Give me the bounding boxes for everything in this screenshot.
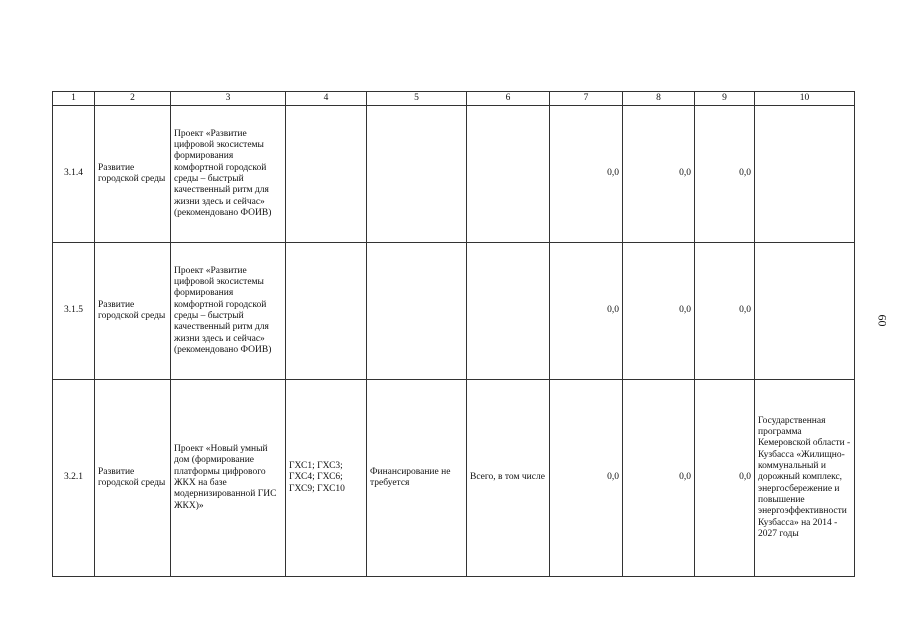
row-program <box>755 243 855 380</box>
header-col-4: 4 <box>286 92 367 106</box>
row-source <box>467 106 550 243</box>
header-row <box>53 92 855 106</box>
header-col-5: 5 <box>367 92 467 106</box>
row-value-7: 0,0 <box>550 243 623 380</box>
row-financing <box>367 106 467 243</box>
row-area: Развитие городской среды <box>95 106 171 243</box>
row-program: Государственная программа Кемеровской области - Кузбасса «Жилищно-коммунальный и дорожный комплекс, энергосбережение и повышение энергоэффективности Кузбасса» на 2014 - 2027 годы <box>755 380 855 577</box>
row-value-7: 0,0 <box>550 380 623 577</box>
row-financing: Финансирование не требуется <box>367 380 467 577</box>
row-value-8: 0,0 <box>623 106 695 243</box>
row-indicators <box>286 106 367 243</box>
header-col-2: 2 <box>95 92 171 106</box>
row-area: Развитие городской среды <box>95 380 171 577</box>
row-area: Развитие городской среды <box>95 243 171 380</box>
row-number: 3.2.1 <box>53 380 95 577</box>
row-value-9: 0,0 <box>695 380 755 577</box>
row-value-9: 0,0 <box>695 243 755 380</box>
row-indicators <box>286 243 367 380</box>
table-row <box>53 243 855 380</box>
header-col-6: 6 <box>467 92 550 106</box>
row-source: Всего, в том числе <box>467 380 550 577</box>
row-value-9: 0,0 <box>695 106 755 243</box>
program-table <box>52 91 855 577</box>
row-indicators: ГХС1; ГХС3; ГХС4; ГХС6; ГХС9; ГХС10 <box>286 380 367 577</box>
row-program <box>755 106 855 243</box>
row-number: 3.1.4 <box>53 106 95 243</box>
header-col-9: 9 <box>695 92 755 106</box>
header-col-1: 1 <box>53 92 95 106</box>
row-value-8: 0,0 <box>623 380 695 577</box>
header-col-3: 3 <box>171 92 286 106</box>
row-project: Проект «Новый умный дом (формирование платформы цифрового ЖКХ на базе модернизированной ГИС ЖКХ)» <box>171 380 286 577</box>
row-number: 3.1.5 <box>53 243 95 380</box>
row-value-7: 0,0 <box>550 106 623 243</box>
header-col-8: 8 <box>623 92 695 106</box>
row-source <box>467 243 550 380</box>
header-col-10: 10 <box>755 92 855 106</box>
page-number: 60 <box>875 314 890 327</box>
row-financing <box>367 243 467 380</box>
table-row <box>53 106 855 243</box>
header-col-7: 7 <box>550 92 623 106</box>
row-value-8: 0,0 <box>623 243 695 380</box>
table-row <box>53 380 855 577</box>
row-project: Проект «Развитие цифровой экосистемы формирования комфортной городской среды – быстрый качественный ритм для жизни здесь и сейчас» (рекомендовано ФОИВ) <box>171 106 286 243</box>
row-project: Проект «Развитие цифровой экосистемы формирования комфортной городской среды – быстрый качественный ритм для жизни здесь и сейчас» (рекомендовано ФОИВ) <box>171 243 286 380</box>
